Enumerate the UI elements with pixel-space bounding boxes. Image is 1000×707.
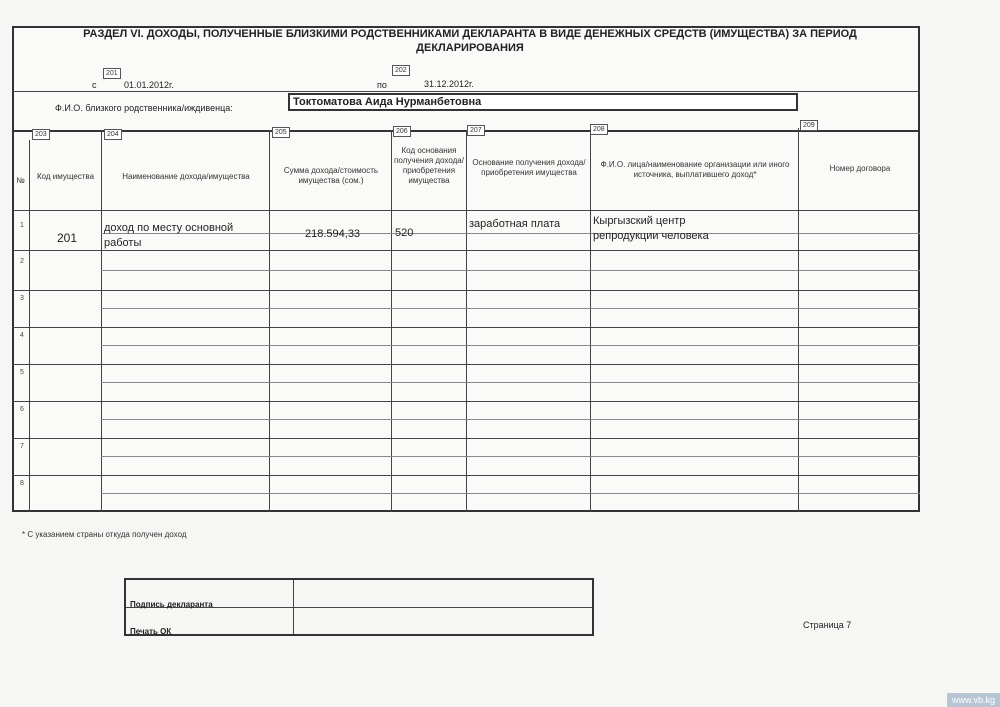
sub-line bbox=[101, 419, 920, 420]
basis-code-value: 520 bbox=[395, 227, 414, 239]
col-code-205: 205 bbox=[272, 127, 290, 138]
code-from: 201 bbox=[103, 68, 121, 79]
sub-line bbox=[101, 308, 920, 309]
row-number: 2 bbox=[20, 258, 24, 265]
row-number: 1 bbox=[20, 222, 24, 229]
row-line bbox=[12, 290, 920, 291]
label-to: по bbox=[377, 80, 387, 90]
amount-value: 218.594,33 bbox=[305, 228, 361, 240]
signature-table bbox=[124, 578, 594, 636]
col-line bbox=[590, 130, 591, 512]
row-line bbox=[12, 438, 920, 439]
sub-line bbox=[101, 345, 920, 346]
row-number: 6 bbox=[20, 406, 24, 413]
property-code-value: 201 bbox=[57, 231, 78, 245]
date-to: 31.12.2012г. bbox=[424, 79, 474, 89]
relative-label: Ф.И.О. близкого родственника/иждивенца: bbox=[55, 103, 233, 113]
row-number: 5 bbox=[20, 369, 24, 376]
col-header-contract: Номер договора bbox=[829, 164, 891, 173]
row-number: 4 bbox=[20, 332, 24, 339]
col-line bbox=[101, 130, 102, 512]
col-header-amount: Сумма дохода/стоимость имущества (сом.) bbox=[283, 166, 379, 185]
date-from: 01.01.2012г. bbox=[124, 80, 174, 90]
col-line bbox=[29, 140, 30, 512]
col-code-204: 204 bbox=[104, 129, 122, 140]
col-line bbox=[798, 128, 799, 512]
row-line bbox=[12, 401, 920, 402]
row-number: 3 bbox=[20, 295, 24, 302]
row-line bbox=[12, 250, 920, 251]
relative-name-field: Токтоматова Аида Нурманбетовна bbox=[288, 93, 798, 111]
watermark: www.vb.kg bbox=[947, 693, 1000, 707]
col-line bbox=[466, 130, 467, 512]
col-code-207: 207 bbox=[467, 125, 485, 136]
col-code-208: 208 bbox=[590, 124, 608, 135]
col-header-basis-code: Код основания получения дохода/ приобретения имущества bbox=[394, 146, 464, 185]
source-line1: Кыргызский центр bbox=[593, 215, 686, 227]
row-number: 8 bbox=[20, 480, 24, 487]
period-divider bbox=[12, 91, 920, 92]
col-header-basis: Основание получения дохода/приобретения имущества bbox=[472, 158, 586, 177]
stamp-label: Печать ОК bbox=[130, 627, 172, 636]
income-name-line2: работы bbox=[104, 237, 142, 249]
col-code-203: 203 bbox=[32, 129, 50, 140]
col-code-209: 209 bbox=[800, 120, 818, 131]
col-header-income-name: Наименование дохода/имущества bbox=[122, 172, 250, 181]
sub-line bbox=[101, 456, 920, 457]
basis-value: заработная плата bbox=[469, 218, 561, 230]
col-line bbox=[391, 130, 392, 512]
col-header-source: Ф.И.О. лица/наименование организации или иного источника, выплатившего доход* bbox=[600, 160, 790, 179]
col-code-206: 206 bbox=[393, 126, 411, 137]
section-title: РАЗДЕЛ VI. ДОХОДЫ, ПОЛУЧЕННЫЕ БЛИЗКИМИ РОДСТВЕННИКАМИ ДЕКЛАРАНТА В ВИДЕ ДЕНЕЖНЫХ СРЕДСТВ (ИМУЩЕСТВА) ЗА ПЕРИОД ДЕКЛАРИРОВАНИЯ bbox=[83, 28, 857, 54]
label-from: с bbox=[92, 80, 97, 90]
signature-label: Подпись декларанта bbox=[130, 600, 213, 609]
page-number: Страница 7 bbox=[803, 620, 852, 630]
sub-line bbox=[101, 382, 920, 383]
footnote: * С указанием страны откуда получен доход bbox=[22, 530, 187, 539]
col-header-property-code: Код имущества bbox=[36, 172, 95, 181]
code-to: 202 bbox=[392, 65, 410, 76]
row-number: 7 bbox=[20, 443, 24, 450]
sub-line bbox=[101, 493, 920, 494]
col-line bbox=[269, 130, 270, 512]
row-line bbox=[12, 364, 920, 365]
income-name-line1: доход по месту основной bbox=[104, 222, 234, 234]
row-line bbox=[12, 475, 920, 476]
source-line2: репродукции человека bbox=[593, 230, 709, 242]
row-line bbox=[12, 327, 920, 328]
sub-line bbox=[101, 270, 920, 271]
col-header-num: № bbox=[16, 176, 25, 185]
